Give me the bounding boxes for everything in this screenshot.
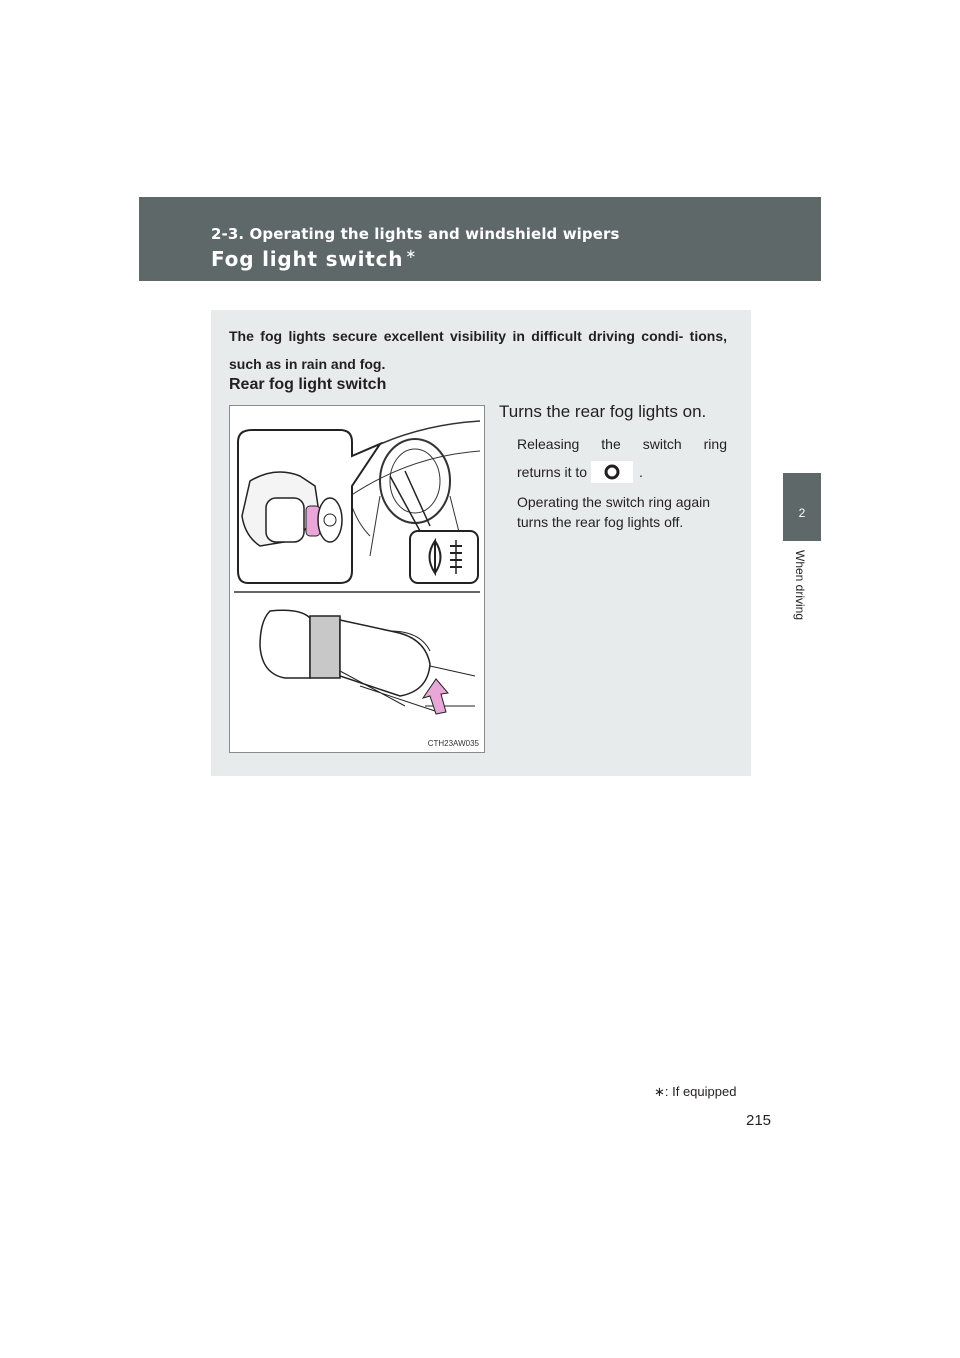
release-word: switch [642, 436, 682, 452]
page-title [211, 247, 417, 271]
switch-illustration [229, 405, 485, 753]
chapter-number: 2 [798, 506, 806, 520]
chapter-label: When driving [793, 550, 807, 621]
page-number: 215 [746, 1112, 772, 1129]
page-title-text: Fog light switch [211, 247, 404, 271]
operate-again-note: Operating the switch ring again turns the rear fog lights off. [517, 494, 710, 530]
release-note [517, 430, 727, 486]
page-header [139, 197, 821, 281]
intro-text: The fog lights secure excellent visibility in difficult driving condi- tions, such as in rain and fog. [229, 328, 727, 372]
footnote: ∗: If equipped [654, 1084, 737, 1099]
equipped-mark: ∗ [405, 247, 418, 262]
fog-switch-drawing [230, 406, 484, 752]
subheading: Rear fog light switch [229, 376, 387, 393]
section-label: 2-3. Operating the lights and windshield wipers [211, 225, 620, 243]
release-word: the [601, 436, 621, 452]
description-main: Turns the rear fog lights on. [499, 402, 707, 421]
release-word: ring [703, 436, 727, 452]
release-word: Releasing [517, 436, 580, 452]
chapter-tab[interactable] [783, 473, 821, 541]
release-text-end: . [639, 464, 643, 480]
release-text: returns it to [517, 464, 588, 480]
ring-icon [603, 463, 621, 481]
off-position-icon [591, 461, 633, 483]
figure-code: CTH23AW035 [427, 739, 479, 748]
content-box [211, 310, 751, 776]
